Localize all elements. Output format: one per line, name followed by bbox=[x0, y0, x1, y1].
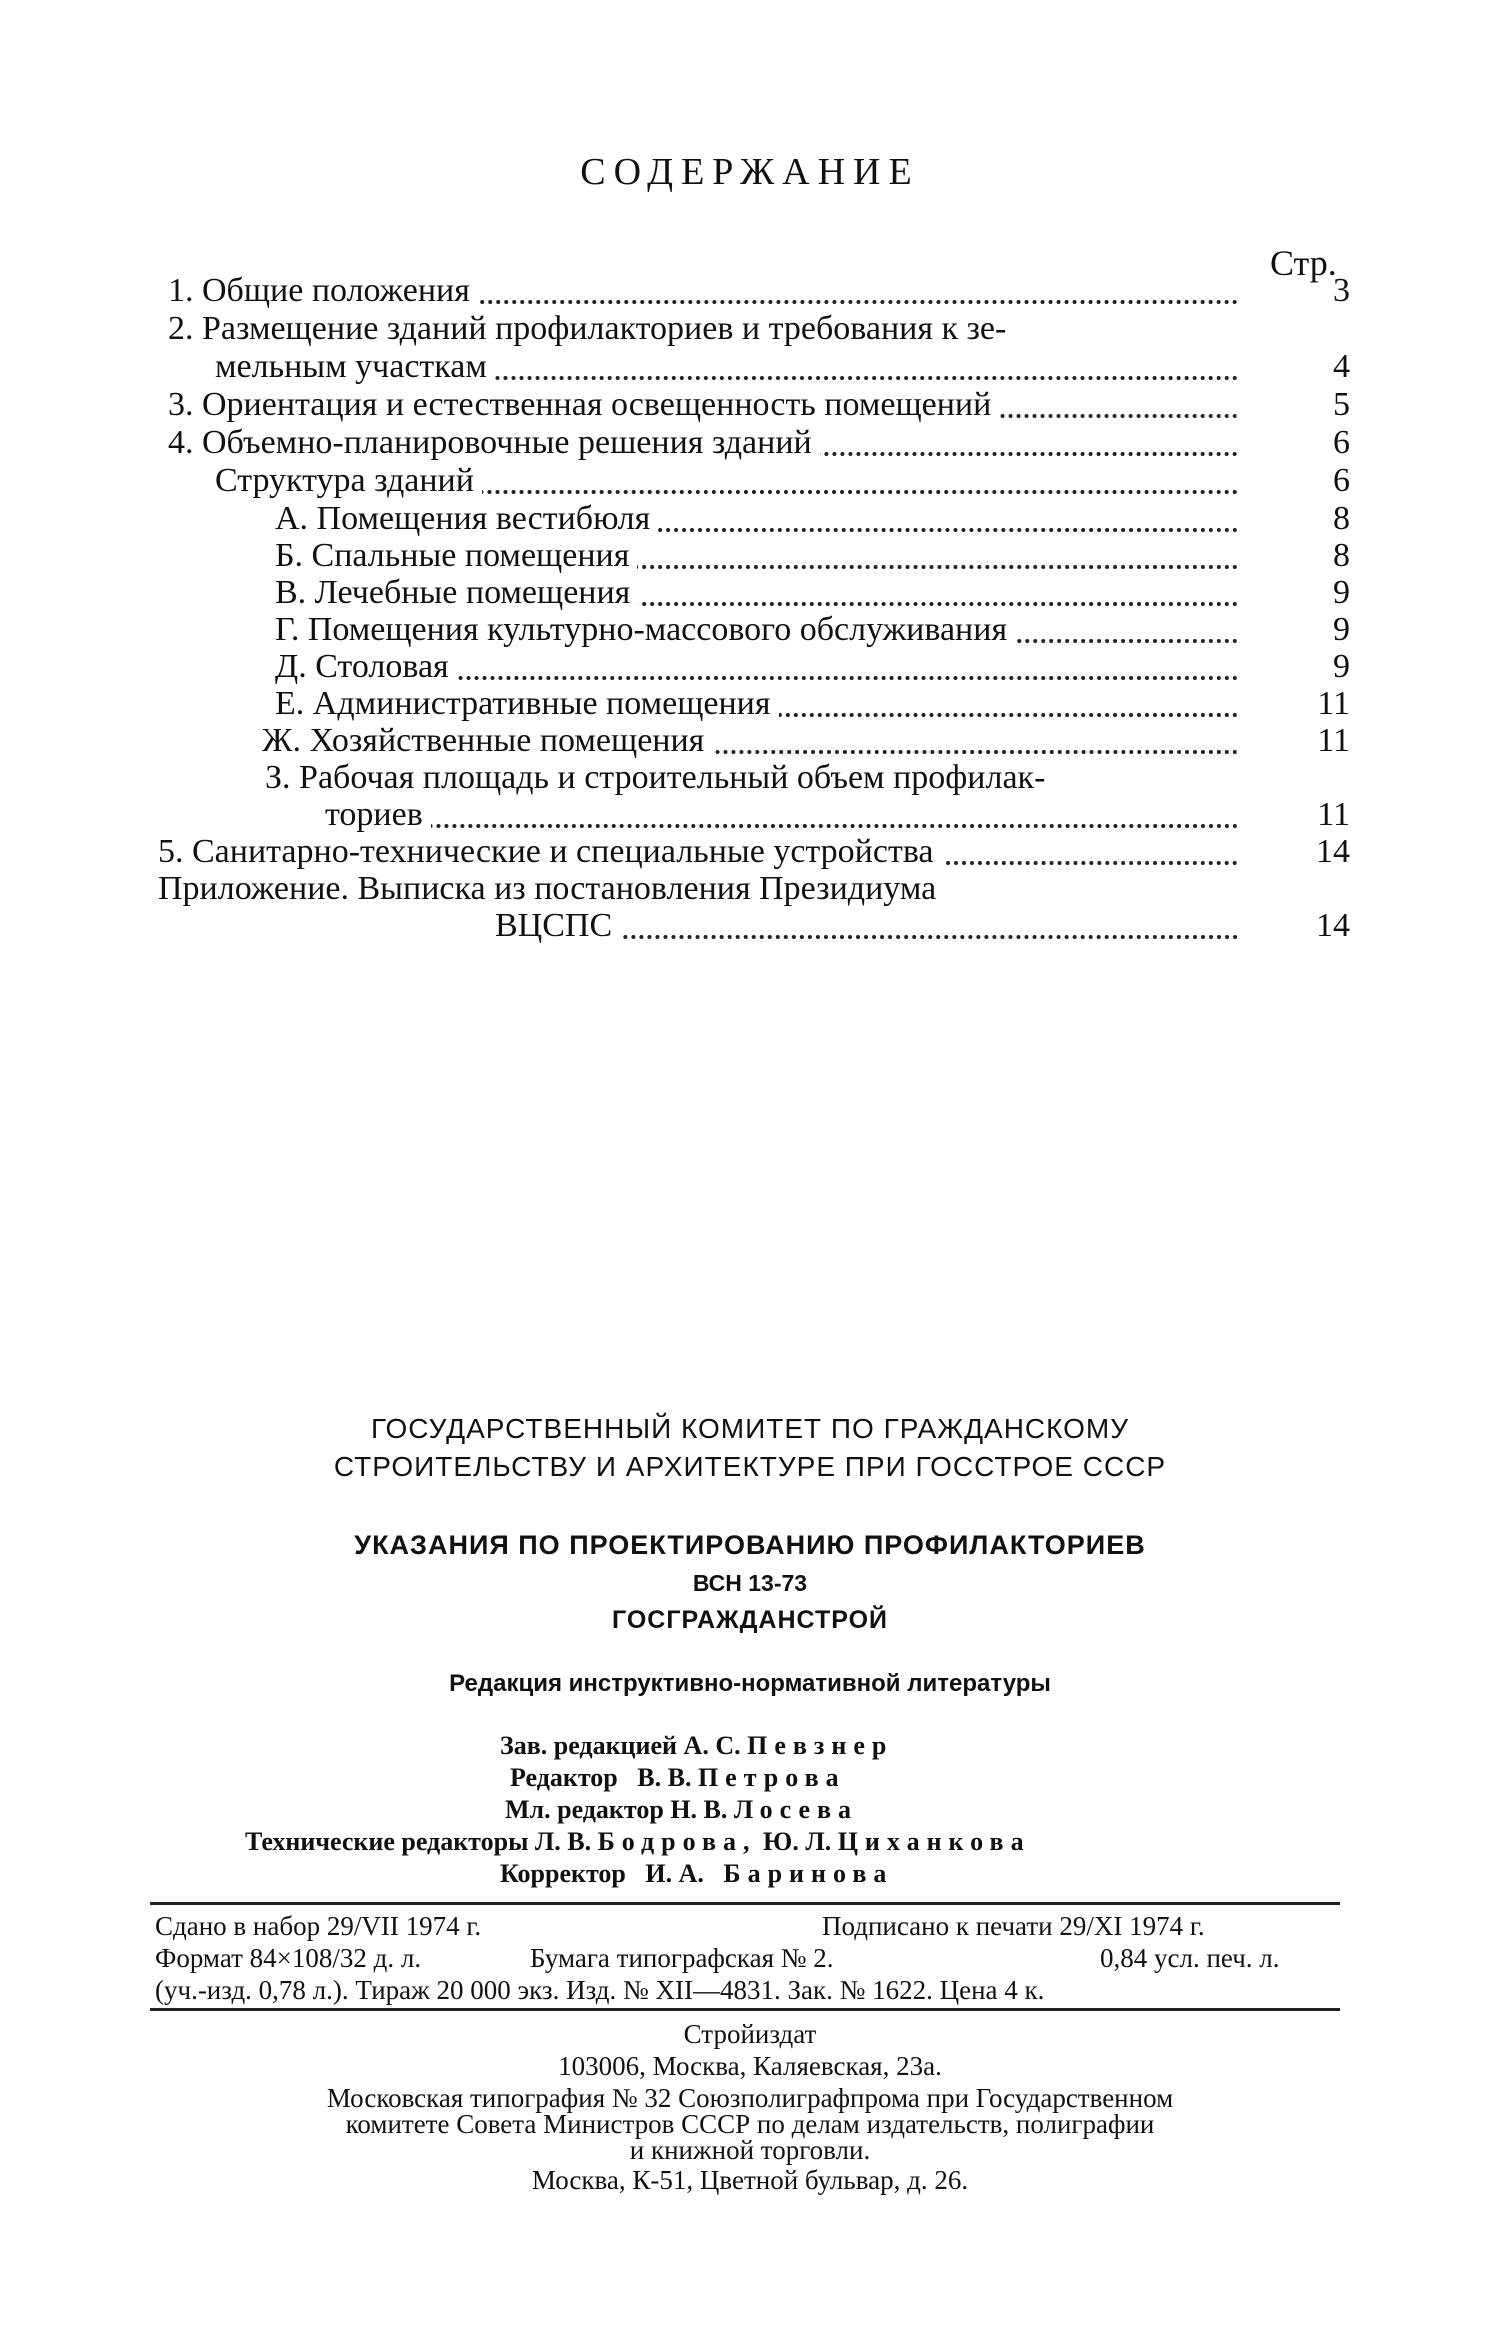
toc-entry: 1. Общие положения bbox=[168, 272, 1238, 310]
publisher-address: 103006, Москва, Каляевская, 23а. bbox=[558, 2051, 942, 2081]
staff-line: Зав. редакцией А. С. Певзнер bbox=[500, 1731, 894, 1760]
toc-entry: 4. Объемно-планировочные решения зданий bbox=[168, 424, 1238, 462]
organization-line-1: ГОСУДАРСТВЕННЫЙ КОМИТЕТ ПО ГРАЖДАНСКОМУ bbox=[370, 1413, 1130, 1444]
divider-bottom bbox=[150, 2008, 1340, 2011]
editorial-office: Редакция инструктивно-нормативной литературы bbox=[449, 1670, 1051, 1697]
staff-line: Мл. редактор Н. В. Лосева bbox=[505, 1795, 859, 1824]
toc-page-number: 6 bbox=[1333, 424, 1350, 461]
toc-page-number: 6 bbox=[1333, 462, 1350, 499]
printed-sheets: 0,84 усл. печ. л. bbox=[1100, 1943, 1280, 1973]
printing-house-address: Москва, К-51, Цветной бульвар, д. 26. bbox=[531, 2165, 969, 2195]
toc-entry: А. Помещения вестибюля bbox=[275, 500, 1238, 538]
organization-line-2: СТРОИТЕЛЬСТВУ И АРХИТЕКТУРЕ ПРИ ГОССТРОЕ СССР bbox=[333, 1451, 1167, 1482]
toc-page-number: 8 bbox=[1333, 500, 1350, 537]
agency-name: ГОСГРАЖДАНСТРОЙ bbox=[611, 1606, 889, 1634]
toc-entry: Д. Столовая bbox=[275, 648, 1238, 686]
toc-entry: мельным участкам bbox=[215, 348, 1238, 386]
document-code: ВСН 13-73 bbox=[692, 1570, 808, 1596]
toc-page-number: 11 bbox=[1317, 722, 1350, 759]
toc-page-number: 9 bbox=[1333, 648, 1350, 685]
toc-entry: Ж. Хозяйственные помещения bbox=[262, 722, 1238, 760]
toc-page-number: 4 bbox=[1333, 348, 1350, 385]
toc-entry: Структура зданий bbox=[215, 462, 1238, 500]
circulation-details: (уч.-изд. 0,78 л.). Тираж 20 000 экз. Изд. № XII—4831. Зак. № 1622. Цена 4 к. bbox=[155, 1975, 1045, 2005]
toc-entry: ториев bbox=[325, 796, 1238, 834]
staff-line: Редактор В. В. Петрова bbox=[510, 1763, 846, 1792]
toc-title: СОДЕРЖАНИЕ bbox=[580, 151, 920, 193]
toc-page-number: 11 bbox=[1317, 796, 1350, 833]
book-title: УКАЗАНИЯ ПО ПРОЕКТИРОВАНИЮ ПРОФИЛАКТОРИЕВ bbox=[354, 1530, 1146, 1560]
toc-entry-appendix: Приложение. Выписка из постановления Президиума bbox=[158, 870, 1238, 908]
toc-entry: Б. Спальные помещения bbox=[275, 537, 1238, 575]
toc-entry: З. Рабочая площадь и строительный объем профилак- bbox=[265, 759, 1238, 797]
toc-entry: В. Лечебные помещения bbox=[275, 574, 1238, 612]
toc-entry: 3. Ориентация и естественная освещенность помещений bbox=[168, 386, 1238, 424]
toc-page-number: 5 bbox=[1333, 386, 1350, 423]
toc-page-number: 9 bbox=[1333, 611, 1350, 648]
toc-page-number: 3 bbox=[1333, 272, 1350, 309]
toc-entry: 5. Санитарно-технические и специальные устройства bbox=[158, 833, 1238, 871]
toc-page-number: 9 bbox=[1333, 574, 1350, 611]
divider-top bbox=[150, 1902, 1340, 1905]
signed-to-print-date: Подписано к печати 29/XI 1974 г. bbox=[822, 1911, 1205, 1941]
toc-page-number: 14 bbox=[1316, 907, 1350, 944]
printing-house-line: комитете Совета Министров СССР по делам издательств, полиграфии bbox=[345, 2109, 1155, 2139]
toc-entry: 2. Размещение зданий профилакториев и требования к зе- bbox=[168, 310, 1238, 348]
typeset-date: Сдано в набор 29/VII 1974 г. bbox=[155, 1911, 482, 1941]
toc-page-number: 8 bbox=[1333, 537, 1350, 574]
publisher-name: Стройиздат bbox=[683, 2019, 817, 2049]
toc-entry: ВЦСПС bbox=[495, 907, 1238, 945]
toc-entry: Г. Помещения культурно-массового обслуживания bbox=[275, 611, 1238, 649]
paper-type: Бумага типографская № 2. bbox=[530, 1943, 834, 1973]
paper-format: Формат 84×108/32 д. л. bbox=[155, 1943, 422, 1973]
staff-line: Технические редакторы Л. В. Бодрова, Ю. Л. Циханкова bbox=[245, 1827, 1031, 1856]
toc-page-column-header: Стр. bbox=[1270, 243, 1337, 283]
printing-house-line: Московская типография № 32 Союзполиграфпрома при Государственном bbox=[326, 2083, 1174, 2113]
toc-entry: Е. Административные помещения bbox=[275, 685, 1238, 723]
printing-house-line: и книжной торговли. bbox=[629, 2135, 871, 2165]
staff-line: Корректор И. А. Баринова bbox=[500, 1859, 894, 1888]
toc-page-number: 14 bbox=[1316, 833, 1350, 870]
toc-page-number: 11 bbox=[1317, 685, 1350, 722]
